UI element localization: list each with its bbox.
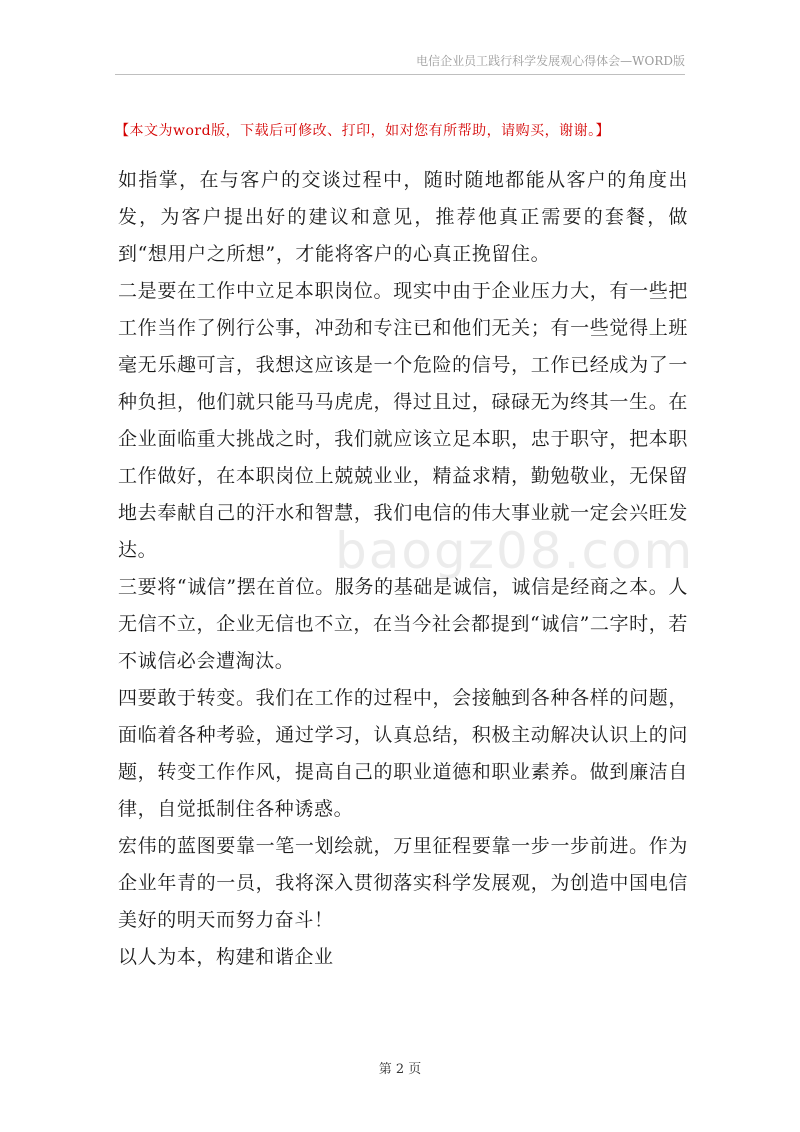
purchase-notice: 【本文为word版，下载后可修改、打印，如对您有所帮助，请购买，谢谢。】: [115, 123, 611, 139]
paragraph: 二是要在工作中立足本职岗位。现实中由于企业压力大，有一些把工作当作了例行公事，冲劲和专注已和他们无关；有一些觉得上班毫无乐趣可言，我想这应该是一个危险的信号，工作已经成为了一种负担，他们就只能马马虎虎，得过且过，碌碌无为终其一生。在企业面临重大挑战之时，我们就应该立足本职，忠于职守，把本职工作做好，在本职岗位上兢兢业业，精益求精，勤勉敬业，无保留地去奉献自己的汗水和智慧，我们电信的伟大事业就一定会兴旺发达。: [118, 280, 688, 561]
watermark: baogz08.com: [335, 522, 695, 580]
page-header: [115, 52, 685, 75]
paragraph: 以人为本，构建和谐企业: [118, 946, 334, 968]
paragraph: 三要将“诚信”摆在首位。服务的基础是诚信，诚信是经商之本。人无信不立，企业无信也不立，在当今社会都提到“诚信”二字时，若不诚信必会遭淘汰。: [118, 576, 688, 672]
page-footer: [0, 1058, 800, 1077]
header-title: 电信企业员工践行科学发展观心得体会—WORD版: [416, 54, 685, 68]
document-body: [118, 162, 688, 976]
paragraph: 四要敢于转变。我们在工作的过程中，会接触到各种各样的问题，面临着各种考验，通过学习，认真总结，积极主动解决认识上的问题，转变工作作风，提高自己的职业道德和职业素养。做到廉洁自律，自觉抵制住各种诱惑。: [118, 687, 688, 820]
paragraph: 宏伟的蓝图要靠一笔一划绘就，万里征程要靠一步一步前进。作为企业年青的一员，我将深入贯彻落实科学发展观，为创造中国电信美好的明天而努力奋斗！: [118, 835, 688, 931]
page-number: 第 2 页: [378, 1062, 422, 1077]
paragraph: 如指掌，在与客户的交谈过程中，随时随地都能从客户的角度出发，为客户提出好的建议和意见，推荐他真正需要的套餐，做到“想用户之所想”，才能将客户的心真正挽留住。: [118, 169, 688, 265]
